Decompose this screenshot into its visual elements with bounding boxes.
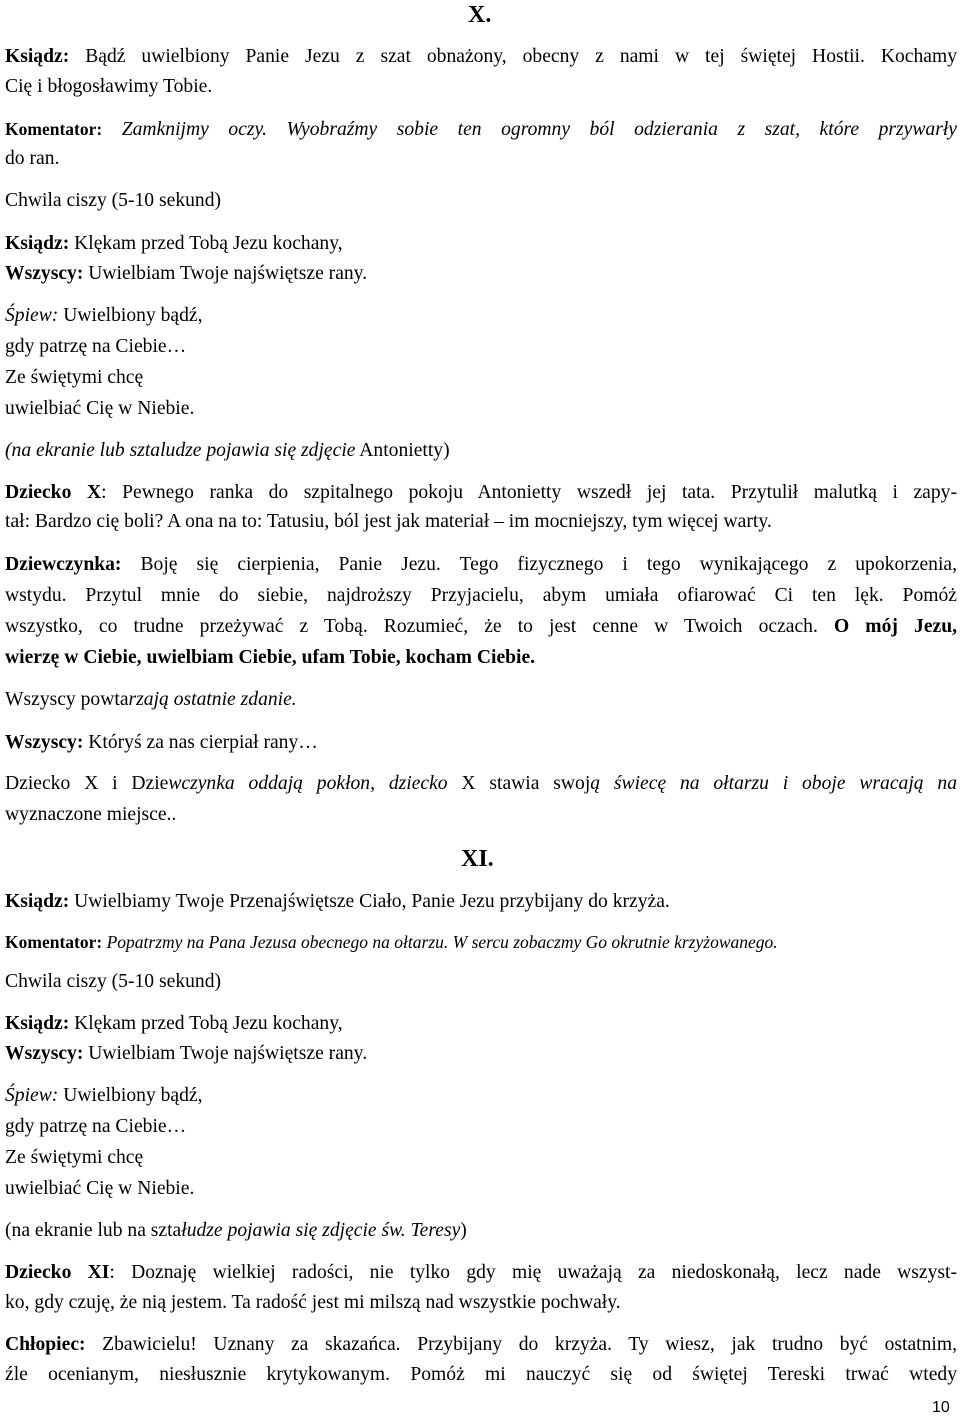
text-line: do ran. <box>5 148 60 169</box>
section-heading-x: X. <box>468 2 492 28</box>
song-line: uwielbiać Cię w Niebie. <box>5 398 195 419</box>
text-line: wyznaczone miejsce.. <box>5 804 177 825</box>
text-line: tał: Bardzo cię boli? A ona na to: Tatusiu, ból jest jak materiał – im mocniejszy, tym więcej warty. <box>5 511 772 532</box>
text-line: wierzę w Ciebie, uwielbiam Ciebie, ufam Tobie, kocham Ciebie. <box>5 647 536 668</box>
song-line: Śpiew: Uwielbiony bądź, <box>5 1085 203 1106</box>
screen-note: (na ekranie lub na ształudze pojawia się zdjęcie św. Teresy) <box>5 1220 467 1241</box>
priest-line: Ksiądz: Bądź uwielbiony Panie Jezu z szat obnażony, obecny z nami w tej świętej Hostii. Kochamy <box>5 46 957 67</box>
all-line: Wszyscy: Któryś za nas cierpiał rany… <box>5 732 318 753</box>
song-line: gdy patrzę na Ciebie… <box>5 1116 187 1137</box>
child-xi-line: Dziecko XI: Doznaję wielkiej radości, nie tylko gdy mię uważają za niedoskonałą, lecz nade wszyst- <box>5 1262 957 1283</box>
girl-line: Dziewczynka: Boję się cierpienia, Panie Jezu. Tego fizycznego i tego wynikającego z upokorzenia, <box>5 554 957 575</box>
text-line: wszystko, co trudne przeżywać z Tobą. Rozumieć, że to jest cenne w Twoich oczach. O mój Jezu, <box>5 616 958 637</box>
child-x-line: Dziecko X: Pewnego ranka do szpitalnego pokoju Antonietty wszedł jej tata. Przytulił malutką i zapy- <box>5 482 957 503</box>
song-line: uwielbiać Cię w Niebie. <box>5 1178 195 1199</box>
text-line: ko, gdy czuję, że nią jestem. Ta radość jest mi milszą nad wszystkie pochwały. <box>5 1292 621 1313</box>
silence-note: Chwila ciszy (5-10 sekund) <box>5 190 222 211</box>
song-line: Ze świętymi chcę <box>5 1147 144 1168</box>
text-line: wstydu. Przytul mnie do siebie, najdroższy Przyjacielu, abym umiała ofiarować Ci ten lęk. Pomóż <box>5 585 957 606</box>
commentator-line: Komentator: Zamknijmy oczy. Wyobraźmy sobie ten ogromny ból odzierania z szat, które przywarły <box>5 119 957 140</box>
song-line: Śpiew: Uwielbiony bądź, <box>5 305 203 326</box>
song-line: gdy patrzę na Ciebie… <box>5 336 187 357</box>
all-line: Wszyscy: Uwielbiam Twoje najświętsze rany. <box>5 1043 368 1064</box>
page-number: 10 <box>932 1399 950 1416</box>
screen-note: (na ekranie lub sztaludze pojawia się zdjęcie Antonietty) <box>5 440 450 461</box>
bow-note: Dziecko X i Dziewczynka oddają pokłon, dziecko X stawia swoją świecę na ołtarzu i oboje wracają na <box>5 773 957 794</box>
commentator-line: Komentator: Popatrzmy na Pana Jezusa obecnego na ołtarzu. W sercu zobaczmy Go okrutnie krzyżowanego. <box>5 932 778 952</box>
priest-line: Ksiądz: Klękam przed Tobą Jezu kochany, <box>5 1013 343 1034</box>
text-line: Cię i błogosławimy Tobie. <box>5 76 213 97</box>
all-line: Wszyscy: Uwielbiam Twoje najświętsze rany. <box>5 263 368 284</box>
boy-line: Chłopiec: Zbawicielu! Uznany za skazańca. Przybijany do krzyża. Ty wiesz, jak trudno być ostatnim, <box>5 1334 957 1355</box>
song-line: Ze świętymi chcę <box>5 367 144 388</box>
priest-line: Ksiądz: Klękam przed Tobą Jezu kochany, <box>5 233 343 254</box>
priest-line: Ksiądz: Uwielbiamy Twoje Przenajświętsze Ciało, Panie Jezu przybijany do krzyża. <box>5 891 670 912</box>
silence-note: Chwila ciszy (5-10 sekund) <box>5 971 222 992</box>
section-heading-xi: XI. <box>461 846 494 872</box>
text-line: źle ocenianym, niesłusznie krytykowanym. Pomóż mi nauczyć się od świętej Tereski trwać wtedy <box>5 1364 957 1385</box>
repeat-note: Wszyscy powtarzają ostatnie zdanie. <box>5 689 297 710</box>
